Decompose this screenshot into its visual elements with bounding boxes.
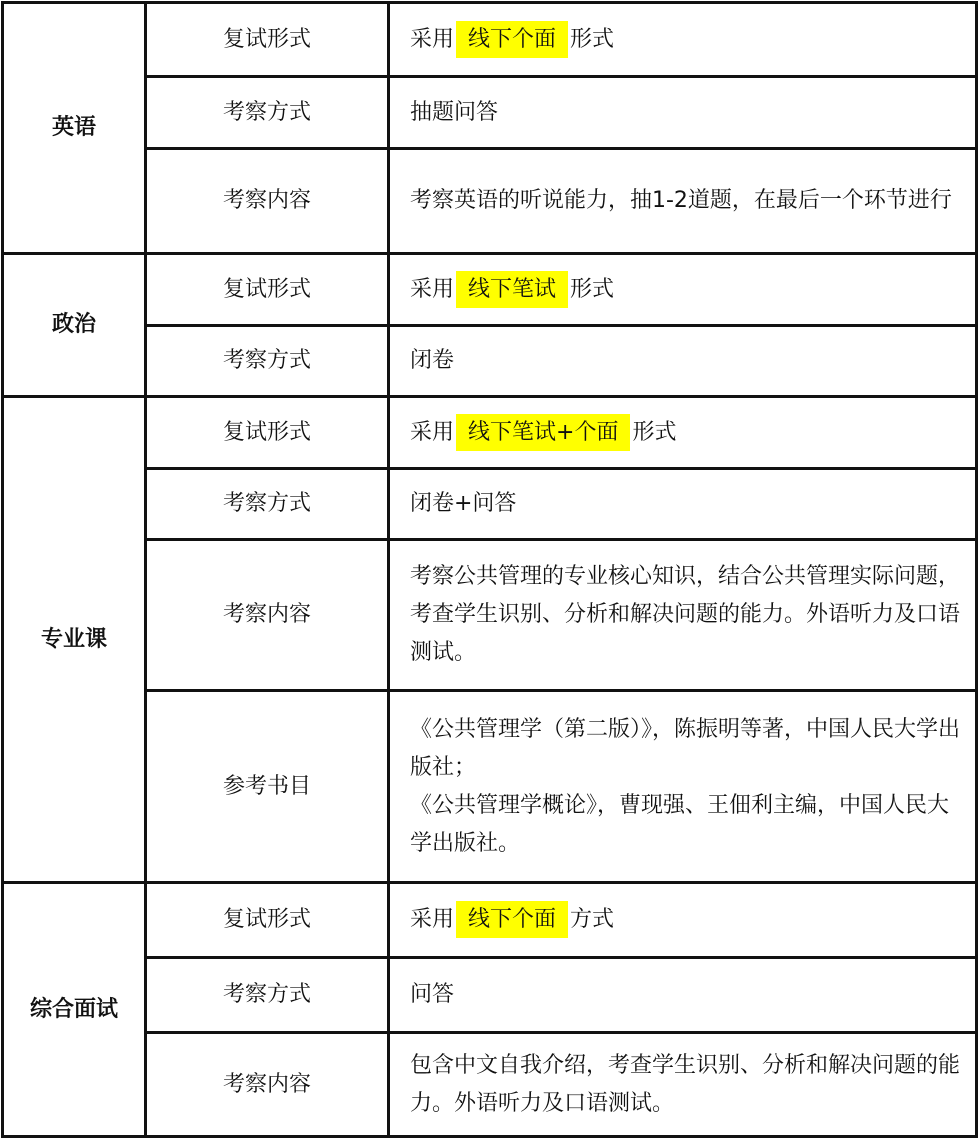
content-text: 采用 [410,276,455,302]
content-text: 形式 [570,26,615,52]
table-row [3,326,977,397]
content-text: 方式 [570,907,615,932]
content-cell [389,254,977,326]
item-cell: 考察内容 [146,149,389,254]
table-row [3,691,977,883]
content-cell: 问答 [389,958,977,1033]
item-cell: 考察方式 [146,958,389,1033]
content-text: 形式 [632,419,677,445]
table-row [3,77,977,149]
content-text: 采用 [410,26,455,52]
content-cell: 考察英语的听说能力，抽1-2道题，在最后一个环节进行 [389,149,977,254]
table-row [3,1033,977,1137]
item-cell: 复试形式 [146,254,389,326]
item-cell: 参考书目 [146,691,389,883]
retest-table [1,1,978,1138]
table-row [3,397,977,469]
item-cell: 考察方式 [146,469,389,540]
reference-book: 《公共管理学概论》，曹现强、王佃利主编，中国人民大学出版社。 [410,792,950,856]
content-cell [389,397,977,469]
highlight-text: 线下笔试 [456,271,568,308]
table-row [3,883,977,958]
highlight-text: 线下个面 [456,21,568,58]
content-cell [389,3,977,77]
category-cell: 专业课 [3,397,146,883]
content-cell [389,691,977,883]
table-row [3,958,977,1033]
table-row [3,254,977,326]
item-cell: 考察内容 [146,540,389,691]
content-text: 采用 [410,907,455,932]
reference-book: 《公共管理学（第二版）》，陈振明等著，中国人民大学出版社； [410,716,961,780]
highlight-text: 线下个面 [456,901,568,938]
item-cell: 考察内容 [146,1033,389,1137]
table-row [3,469,977,540]
content-cell [389,883,977,958]
category-cell: 政治 [3,254,146,397]
table-row [3,3,977,77]
item-cell: 复试形式 [146,883,389,958]
content-cell: 考察公共管理的专业核心知识，结合公共管理实际问题，考查学生识别、分析和解决问题的能力。外语听力及口语测试。 [389,540,977,691]
content-cell: 抽题问答 [389,77,977,149]
highlight-text: 线下笔试+个面 [456,414,630,451]
item-cell: 考察方式 [146,326,389,397]
item-cell: 复试形式 [146,3,389,77]
content-text: 形式 [570,276,615,302]
content-cell: 闭卷+问答 [389,469,977,540]
table-row [3,149,977,254]
content-cell: 闭卷 [389,326,977,397]
item-cell: 考察方式 [146,77,389,149]
table-row [3,540,977,691]
content-cell: 包含中文自我介绍，考查学生识别、分析和解决问题的能力。外语听力及口语测试。 [389,1033,977,1137]
item-cell: 复试形式 [146,397,389,469]
content-text: 采用 [410,419,455,445]
category-cell: 综合面试 [3,883,146,1137]
category-cell: 英语 [3,3,146,254]
